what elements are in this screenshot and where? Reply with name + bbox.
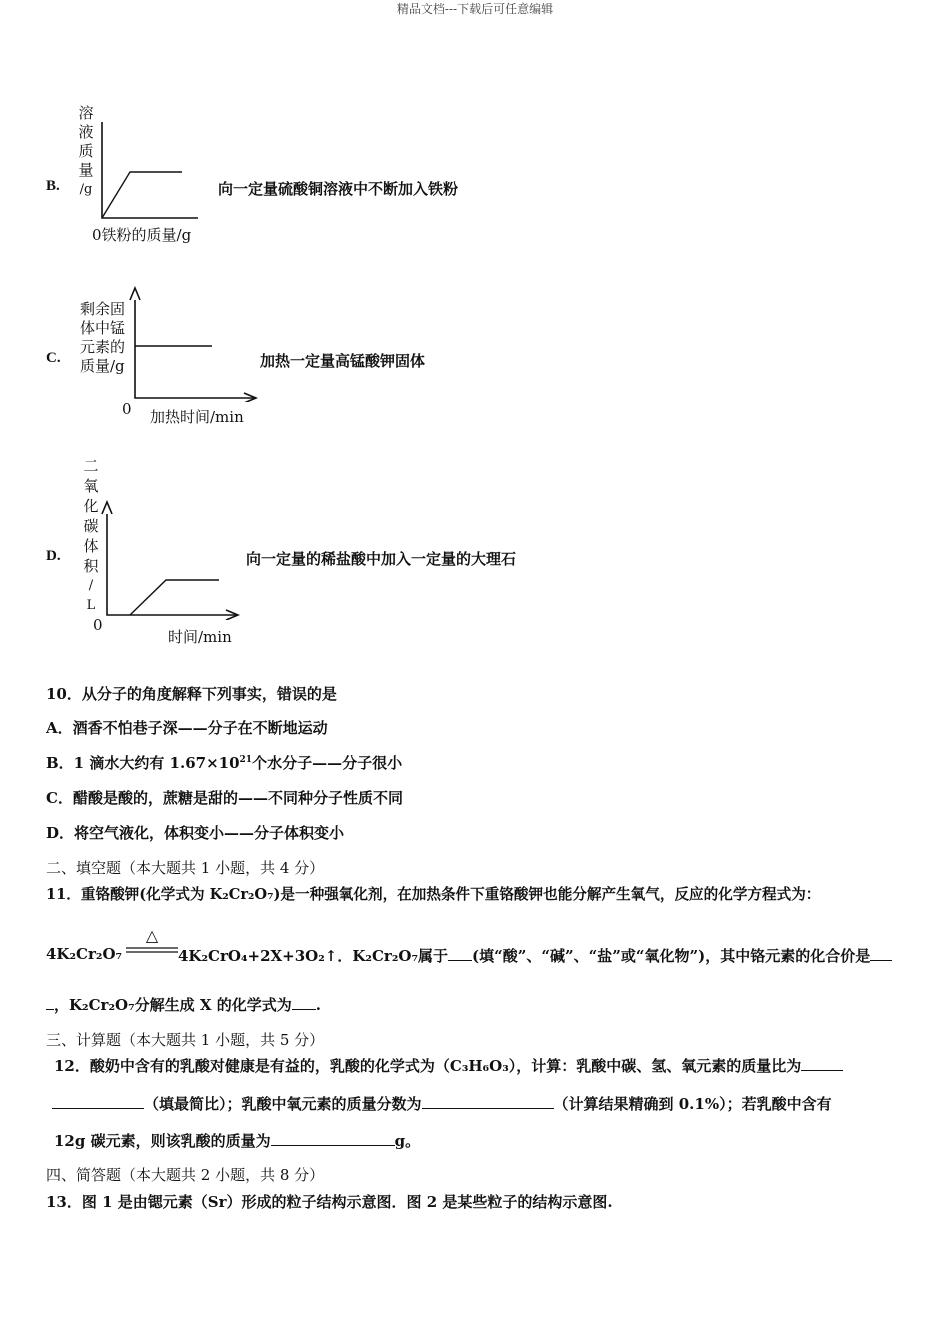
option-d-text: 向一定量的稀盐酸中加入一定量的大理石 (246, 550, 517, 568)
graph-b (90, 120, 200, 230)
graph-d-axes (107, 514, 236, 615)
q12-blank-mass[interactable] (271, 1131, 395, 1146)
graph-c-axes (135, 300, 254, 398)
graph-b-curve (102, 172, 182, 218)
q10-option-a: A．酒香不怕巷子深——分子在不断地运动 (46, 719, 328, 737)
option-c-letter: C. (46, 350, 61, 366)
q12-blank-ratio[interactable] (801, 1056, 843, 1071)
q11-blank-x[interactable] (292, 995, 316, 1010)
q11-eq-delta: △ (145, 926, 159, 945)
graph-c-origin: 0 (122, 400, 132, 418)
q12-line2: （填最简比）；乳酸中氧元素的质量分数为 （计算结果精确到 0.1%）；若乳酸中含有 (52, 1093, 832, 1114)
page-header: 精品文档---下载后可任意编辑 (396, 2, 554, 16)
graph-c (128, 286, 258, 402)
graph-d-origin: 0 (93, 616, 103, 634)
graph-b-ylabel: 溶 液 质 量 /g (78, 104, 94, 197)
option-d-letter: D. (46, 548, 61, 564)
graph-d (100, 500, 240, 620)
q11-eq-right: 4K₂CrO₄+2X+3O₂↑．K₂Cr₂O₇属于 (填“酸”、“碱”、“盐”或“氧化物”)，其中铬元素的化合价是 (178, 945, 892, 966)
q12-blank-ratio-cont[interactable] (52, 1094, 144, 1109)
graph-b-axes (102, 122, 198, 218)
graph-d-ylabel: 二 氧 化 碳 体 积 / L (83, 457, 99, 613)
graph-c-y-arrow (130, 288, 140, 300)
q10-stem: 10．从分子的角度解释下列事实，错误的是 (46, 685, 337, 703)
q10-option-b: B．1 滴水大约有 $1.67\times 10^{21}$个水分子——分子很小 (46, 754, 403, 772)
q11-line3: ，K₂Cr₂O₇分解生成 X 的化学式为 . (46, 994, 321, 1015)
option-b-letter: B. (46, 178, 60, 194)
graph-d-xlabel: 时间/min (168, 628, 232, 646)
q13-stem: 13．图 1 是由锶元素（Sr）形成的粒子结构示意图．图 2 是某些粒子的结构示意图. (46, 1193, 613, 1211)
graph-c-ylabel: 剩余固 体中锰 元素的 质量/g (80, 300, 126, 375)
q11-blank-valence-cont[interactable] (46, 995, 54, 1010)
section-2-heading: 二、填空题（本大题共 1 小题，共 4 分） (46, 859, 325, 877)
graph-c-xlabel: 加热时间/min (150, 408, 244, 426)
section-4-heading: 四、简答题（本大题共 2 小题，共 8 分） (46, 1166, 325, 1184)
q10-option-c: C．醋酸是酸的，蔗糖是甜的——不同种分子性质不同 (46, 789, 403, 807)
q11-eq-left: 4K₂Cr₂O₇ (46, 945, 123, 963)
q10-option-d: D．将空气液化，体积变小——分子体积变小 (46, 824, 345, 842)
q11-line1: 11．重铬酸钾(化学式为 K₂Cr₂O₇)是一种强氧化剂，在加热条件下重铬酸钾也能分解产生氧气，反应的化学方程式为： (46, 886, 821, 903)
graph-b-xlabel: 0铁粉的质量/g (92, 226, 192, 244)
q11-blank-valence[interactable] (870, 946, 892, 961)
section-3-heading: 三、计算题（本大题共 1 小题，共 5 分） (46, 1031, 325, 1049)
q12-line3: 12g 碳元素，则该乳酸的质量为 g。 (54, 1132, 421, 1150)
option-c-text: 加热一定量高锰酸钾固体 (260, 352, 426, 370)
q11-eq-equals (124, 946, 180, 954)
graph-d-y-arrow (102, 502, 112, 514)
graph-d-curve (130, 580, 219, 615)
option-b-text: 向一定量硫酸铜溶液中不断加入铁粉 (218, 180, 459, 198)
q11-blank-type[interactable] (448, 946, 472, 961)
q12-line1: 12．酸奶中含有的乳酸对健康是有益的，乳酸的化学式为（C₃H₆O₃），计算：乳酸中碳、氢、氧元素的质量比为 (54, 1055, 843, 1076)
q12-blank-oxygen[interactable] (422, 1094, 554, 1109)
